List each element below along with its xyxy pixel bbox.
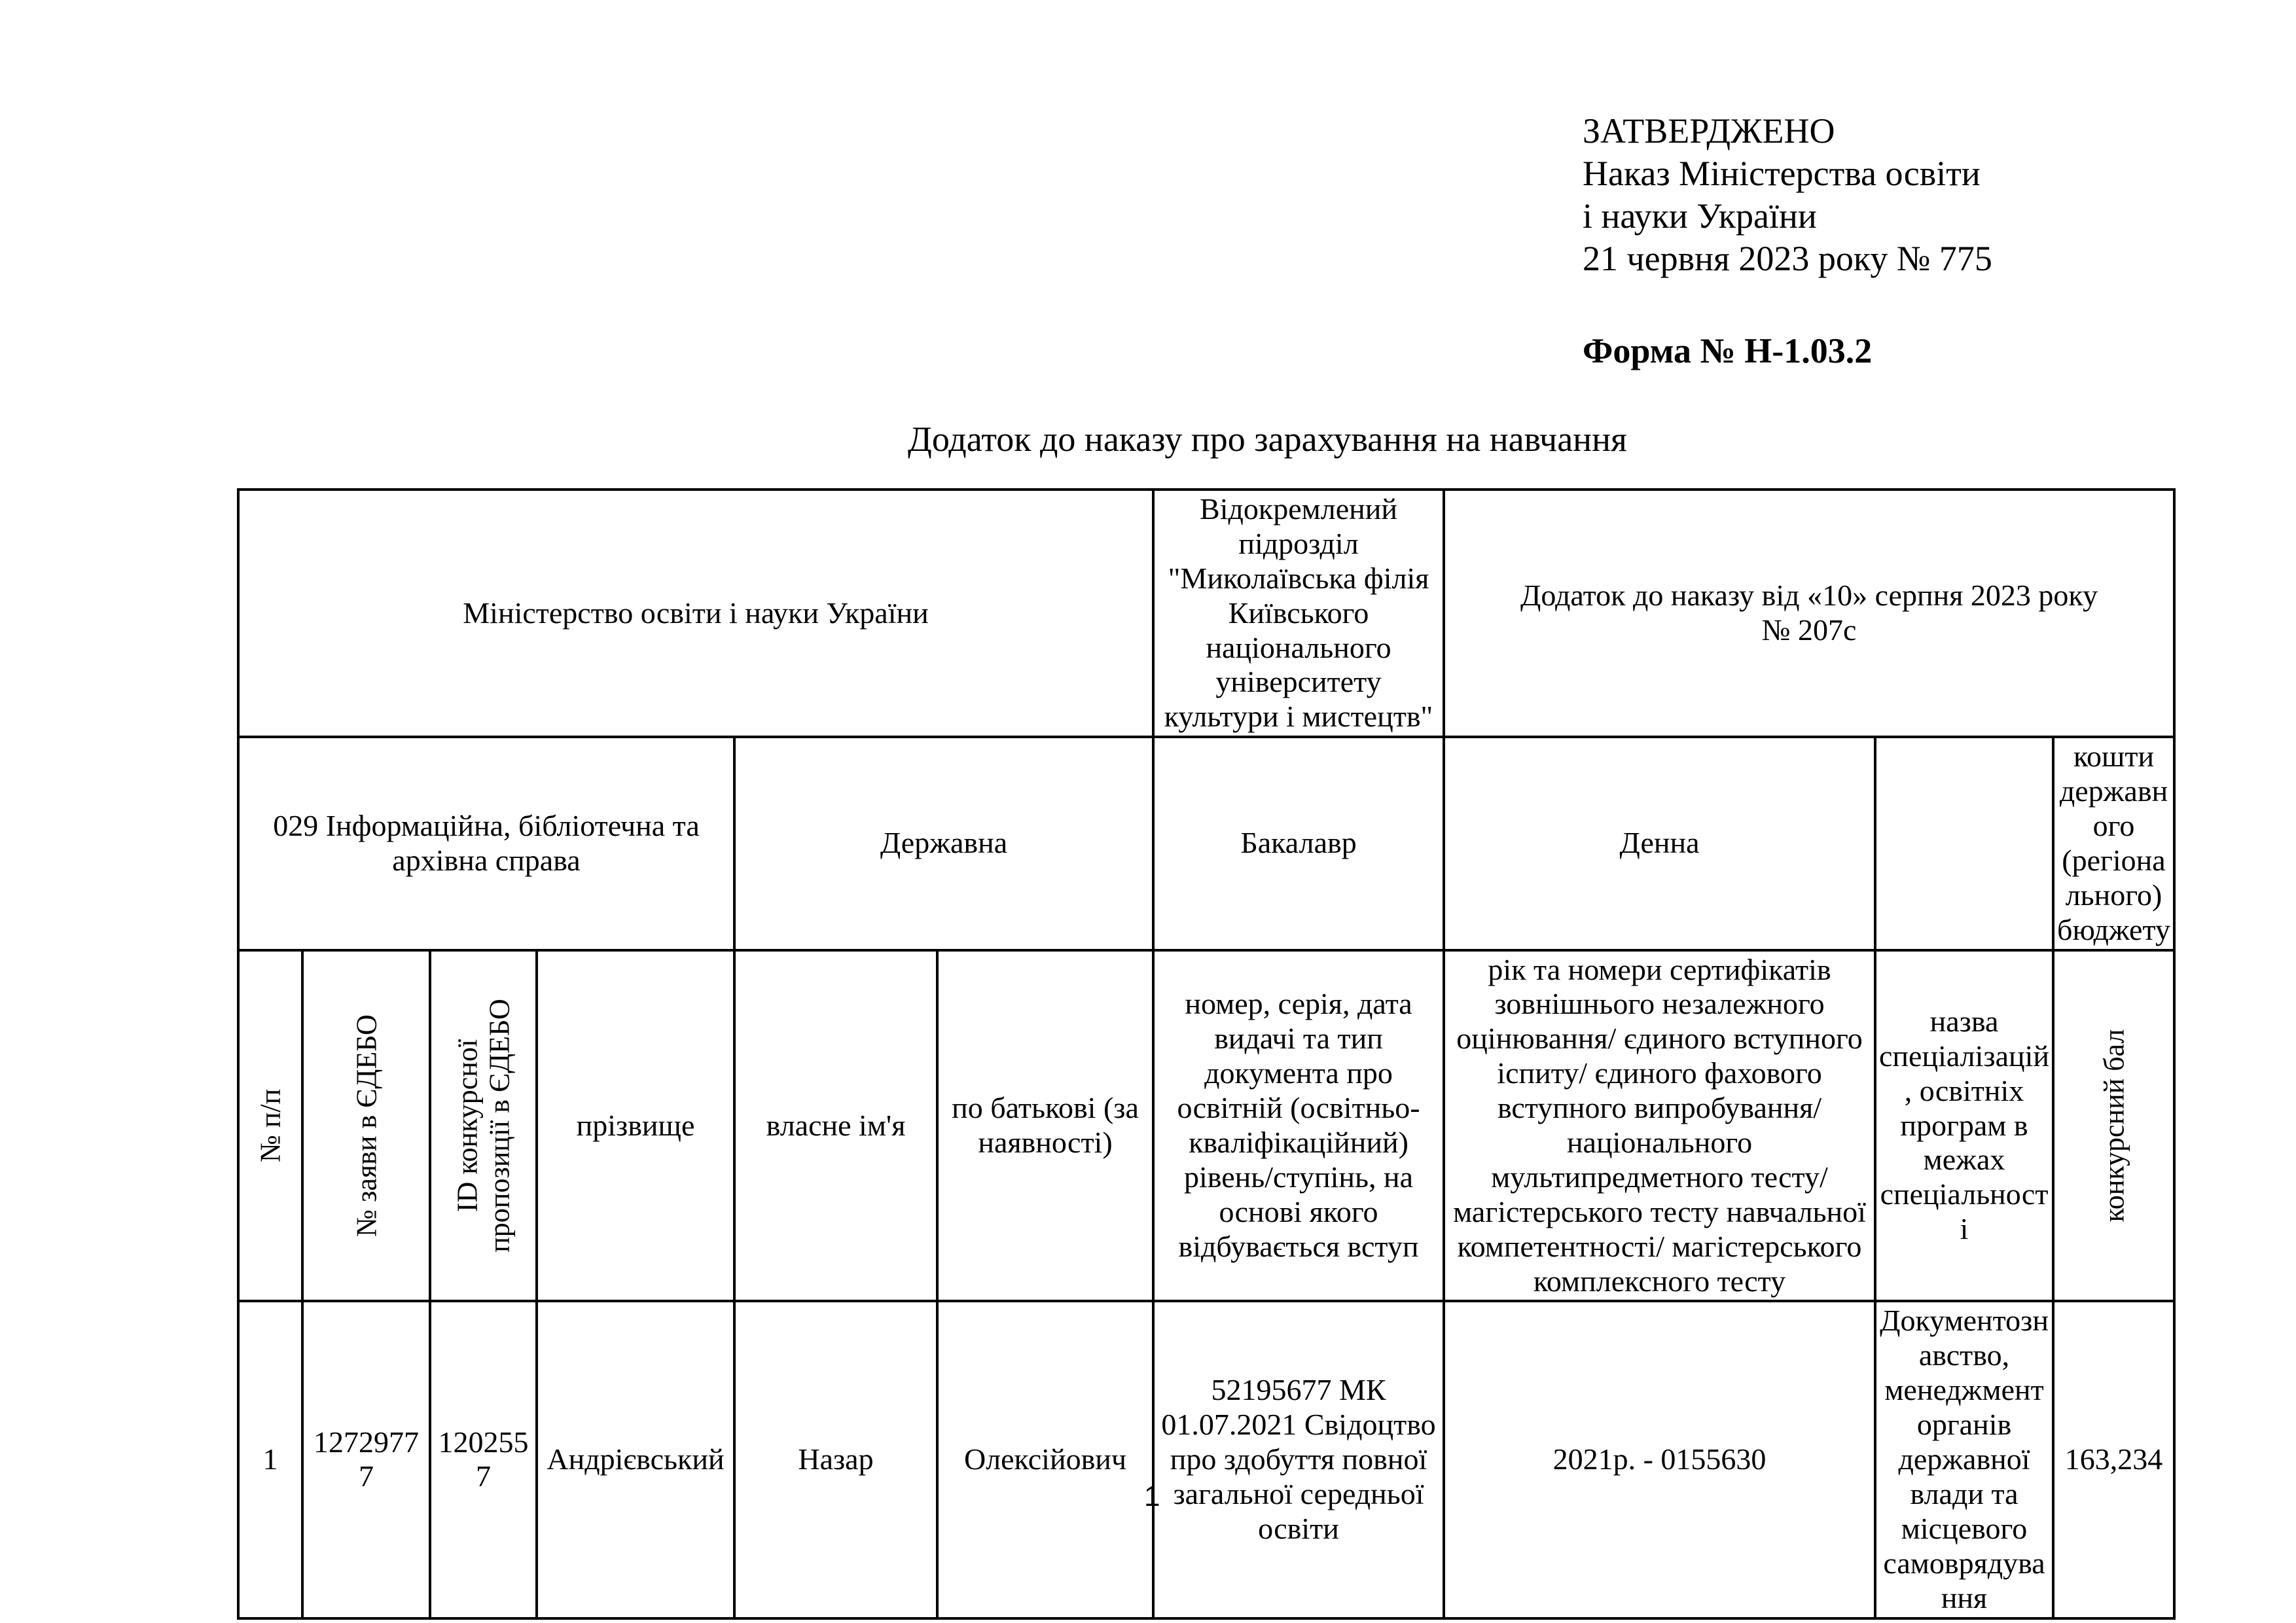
- col-header-application: № заяви в ЄДЕБО: [302, 950, 430, 1302]
- cell-empty: [1875, 737, 2053, 950]
- order-ref-line1: Додаток до наказу від «10» серпня 2023 року: [1520, 579, 2098, 613]
- table-row-org: [238, 490, 2174, 737]
- col-header-num: № п/п: [238, 950, 302, 1302]
- col-header-document: номер, серія, дата видачі та тип документа про освітній (освітньо-кваліфікаційний) рівень/ступінь, на основі якого відбувається вступ: [1153, 950, 1444, 1302]
- cell-certificates: 2021р. - 0155630: [1444, 1301, 1875, 1618]
- cell-ownership: Державна: [734, 737, 1153, 950]
- cell-specialization: Документознавство, менеджмент органів державної влади та місцевого самоврядування: [1875, 1301, 2053, 1618]
- cell-ministry: Міністерство освіти і науки України: [238, 490, 1153, 737]
- col-header-score: конкурсний бал: [2053, 950, 2174, 1302]
- enrollment-table: [237, 488, 2176, 1620]
- page-number: 1: [1144, 1480, 1160, 1512]
- table-header-row: [238, 950, 2174, 1302]
- cell-application: 12729777: [302, 1301, 430, 1618]
- cell-institution: Відокремлений підрозділ "Миколаївська філія Київського національного університету культури і мистецтв": [1153, 490, 1444, 737]
- cell-specialty: 029 Інформаційна, бібліотечна та архівна справа: [238, 737, 734, 950]
- approval-order-line: і науки України: [1583, 196, 1817, 236]
- approval-order-line: Наказ Міністерства освіти: [1583, 154, 1981, 193]
- cell-degree: Бакалавр: [1153, 737, 1444, 950]
- cell-num: 1: [238, 1301, 302, 1618]
- col-header-certificates: рік та номери сертифікатів зовнішнього незалежного оцінювання/ єдиного вступного іспиту/ єдиного фахового вступного випробування/ національного мультипредметного тесту/ магістерського тесту навчальної компетентності/ магістерського комплексного тесту: [1444, 950, 1875, 1302]
- cell-name: Назар: [734, 1301, 937, 1618]
- col-header-patronymic: по батькові (за наявності): [937, 950, 1153, 1302]
- approval-order-line: 21 червня 2023 року № 775: [1583, 239, 1992, 278]
- cell-order-reference: [1444, 490, 2174, 737]
- cell-surname: Андрієвський: [537, 1301, 734, 1618]
- cell-patronymic: Олексійович: [937, 1301, 1153, 1618]
- cell-study-form: Денна: [1444, 737, 1875, 950]
- approval-block: [1583, 110, 1992, 280]
- approved-label: ЗАТВЕРДЖЕНО: [1583, 111, 1835, 151]
- col-header-proposal-id: ID конкурсної пропозиції в ЄДЕБО: [430, 950, 537, 1302]
- table-row: [238, 1301, 2174, 1618]
- cell-proposal-id: 1202557: [430, 1301, 537, 1618]
- col-header-surname: прізвище: [537, 950, 734, 1302]
- form-number-label: Форма № Н-1.03.2: [1583, 331, 1873, 370]
- table-row-program: [238, 737, 2174, 950]
- cell-funding: кошти державного (регіонального) бюджету: [2053, 737, 2174, 950]
- cell-document: 52195677 МК 01.07.2021 Свідоцтво про здобуття повної загальної середньої освіти: [1153, 1301, 1444, 1618]
- col-header-name: власне ім'я: [734, 950, 937, 1302]
- col-header-specialization: назва спеціалізацій, освітніх програм в межах спеціальності: [1875, 950, 2053, 1302]
- order-ref-line2: № 207с: [1761, 613, 1857, 647]
- page-title: Додаток до наказу про зарахування на навчання: [908, 419, 1627, 459]
- cell-score: 163,234: [2053, 1301, 2174, 1618]
